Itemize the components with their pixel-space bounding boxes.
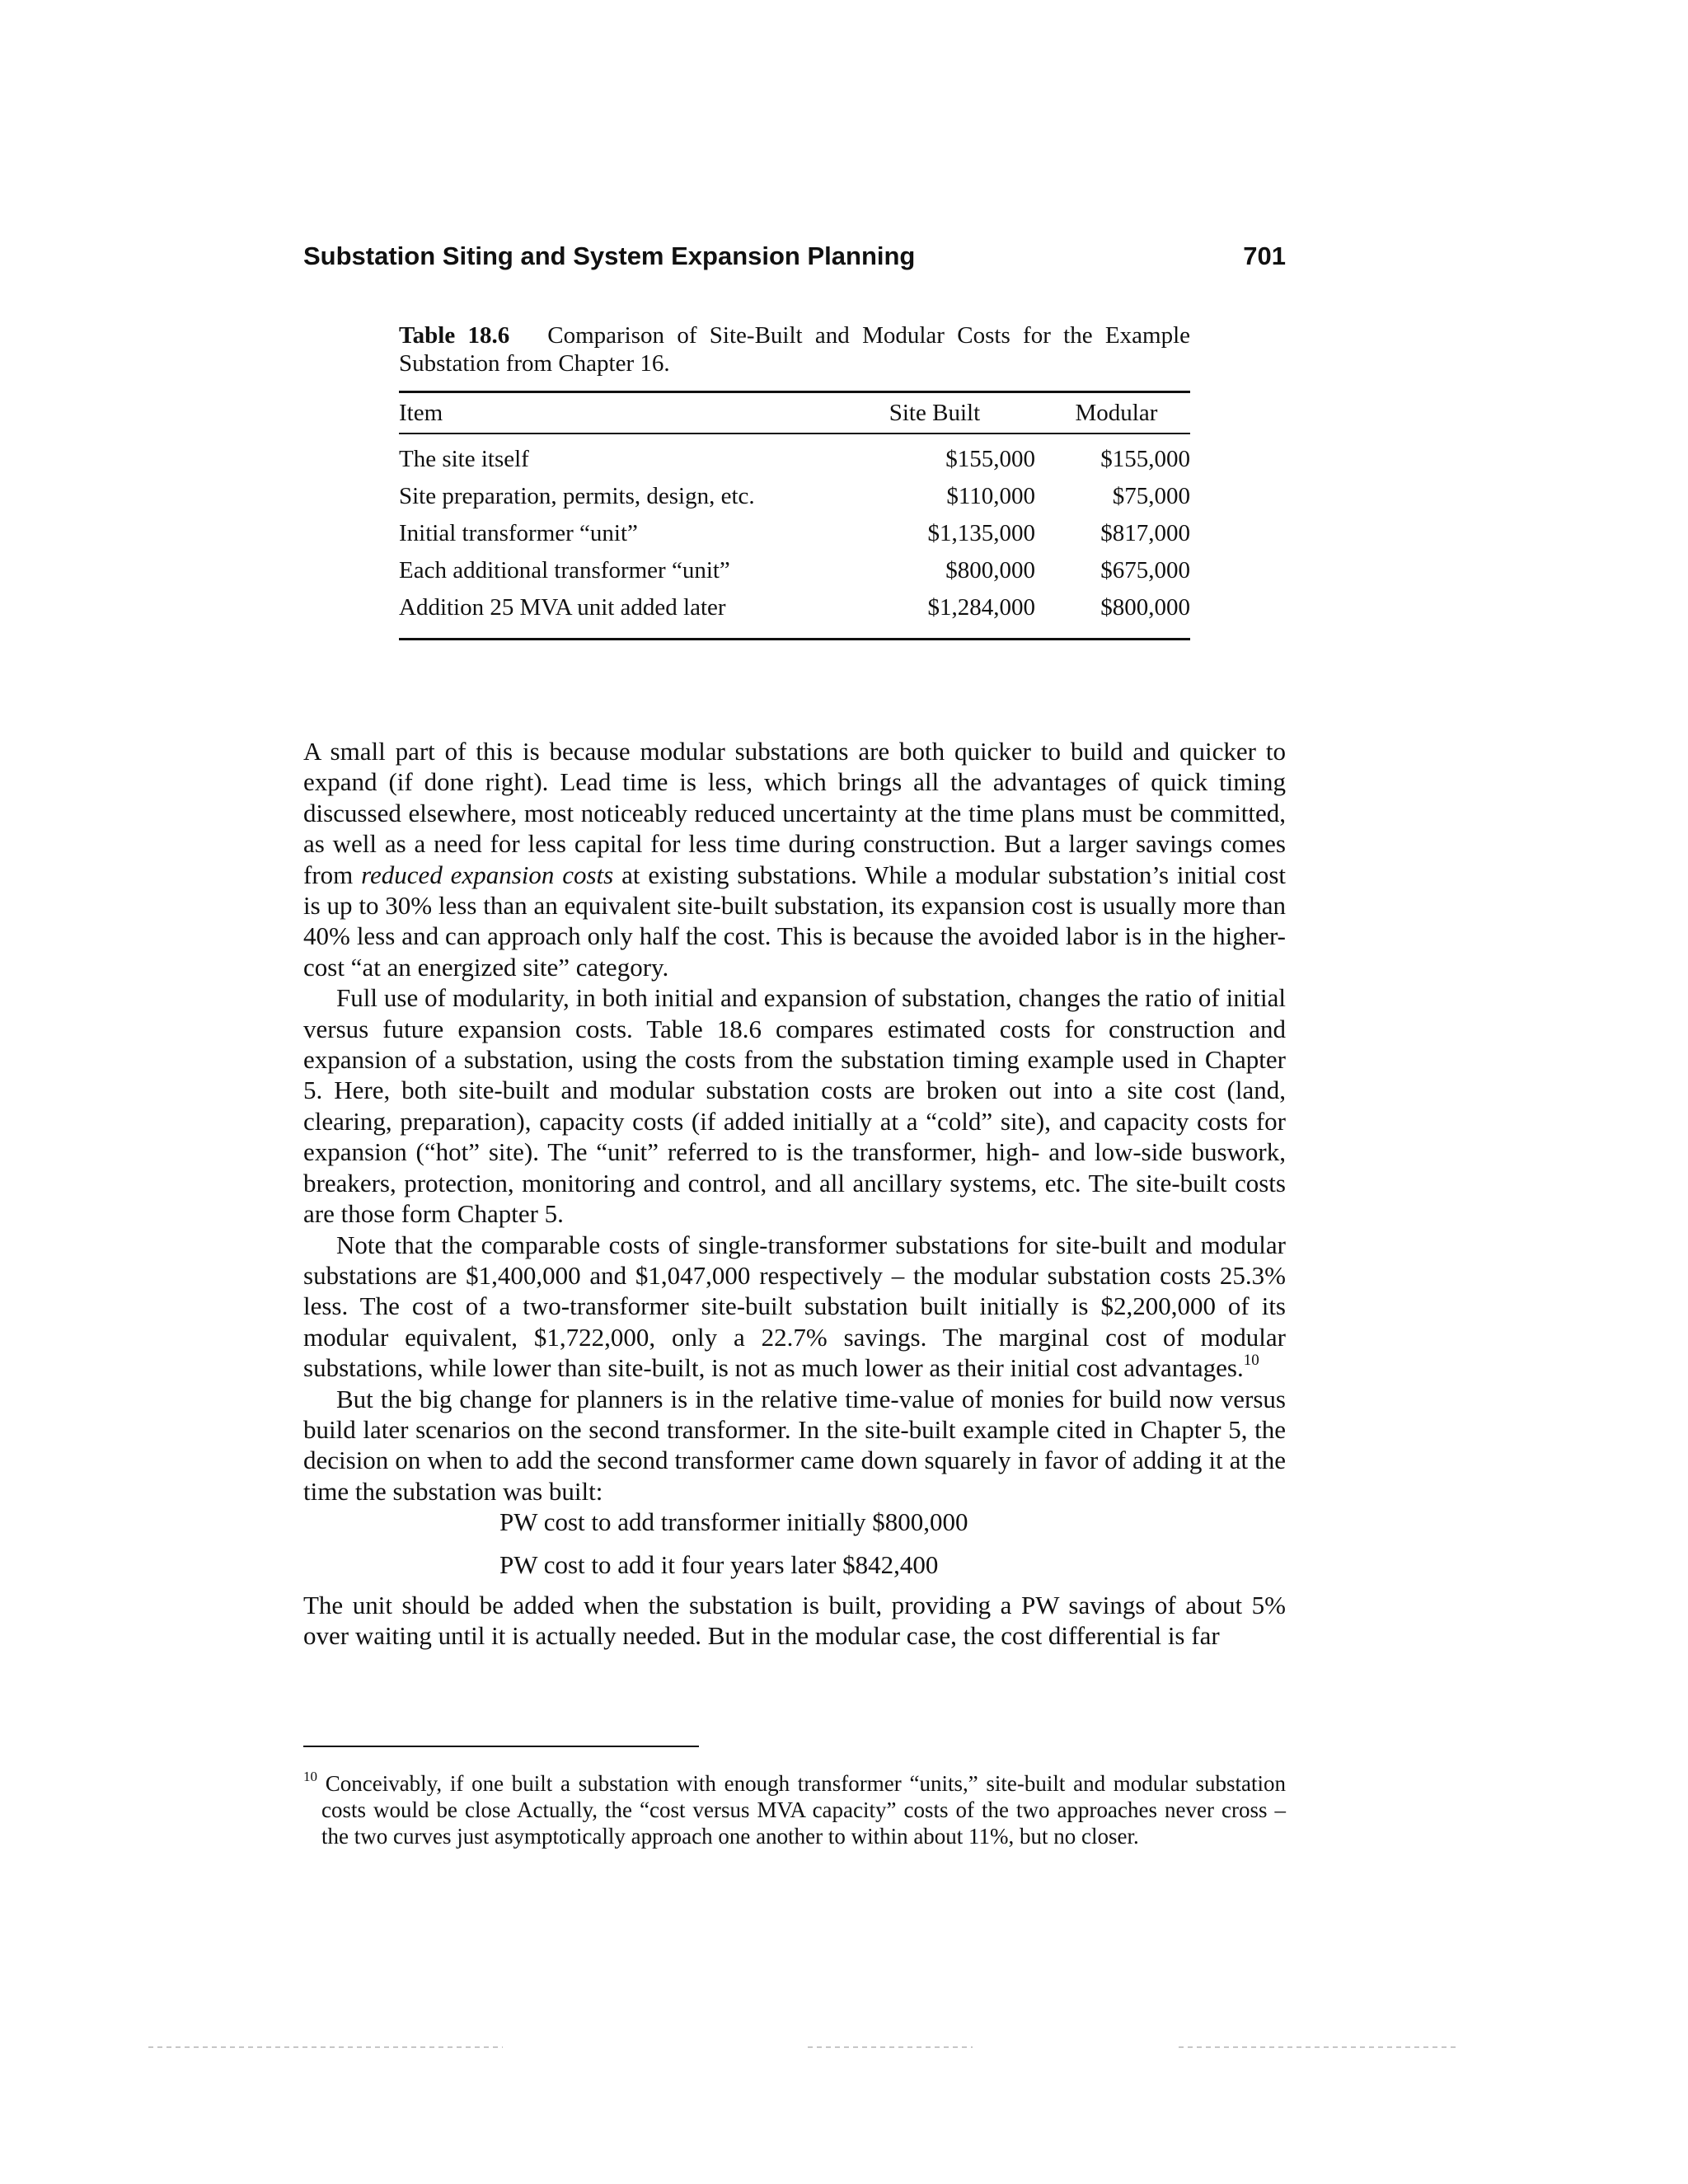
scan-artifact xyxy=(1179,2046,1459,2048)
cost-comparison-table-block xyxy=(399,321,1190,640)
chapter-title: Substation Siting and System Expansion Planning xyxy=(303,241,916,270)
cell-site-built: $1,284,000 xyxy=(927,594,1035,621)
cost-table xyxy=(399,393,1190,433)
cell-modular: $817,000 xyxy=(1100,520,1190,546)
table-row xyxy=(399,478,1190,515)
cell-item: The site itself xyxy=(399,446,529,472)
scan-artifact xyxy=(808,2046,973,2048)
table-caption-label: Table 18.6 xyxy=(399,322,510,349)
cell-item: Addition 25 MVA unit added later xyxy=(399,594,726,621)
paragraph-time-value: But the big change for planners is in the relative time-value of monies for build now versus build later scenarios on the second transformer. In the site-built example cited in Chapter 5, the decision on when to add the second transformer came down squarely in favor of adding it at the time the substation was built: xyxy=(303,1384,1286,1506)
table-caption xyxy=(399,321,1190,377)
paragraph-comparable-costs xyxy=(303,1230,1286,1384)
cell-site-built: $155,000 xyxy=(945,446,1035,472)
cell-modular: $75,000 xyxy=(1112,483,1190,509)
cell-item: Each additional transformer “unit” xyxy=(399,557,730,583)
paragraph-text: A small part of this is because modular substations are both quicker to build and quicker to expand (if done right). Lead time is less, which brings all the advantages of quick timing discussed elsewhere, most noticeably reduced uncertainty at the time plans must be committed, as well as a need for less capital for less time during construction. But a larger savings comes from xyxy=(303,737,1286,889)
table-row xyxy=(399,552,1190,589)
cell-site-built: $800,000 xyxy=(945,557,1035,583)
cell-modular: $155,000 xyxy=(1100,446,1190,472)
cell-site-built: $1,135,000 xyxy=(927,520,1035,546)
column-header-site-built: Site Built xyxy=(889,399,981,426)
footnote-text: Conceivably, if one built a substation with enough transformer “units,” site-built and modular substation costs would be close Actually, the “cost versus MVA capacity” costs of the two approaches never cross – the two curves just asymptotically approach one another to within about 11%, but no closer. xyxy=(317,1771,1286,1849)
equation-add-later: PW cost to add it four years later $842,400 xyxy=(499,1549,939,1579)
equation-add-initially: PW cost to add transformer initially $800,000 xyxy=(499,1507,968,1537)
paragraph-modular-advantages xyxy=(303,736,1286,982)
body-text xyxy=(303,736,1286,1652)
scan-artifact xyxy=(148,2046,503,2048)
table-header-row xyxy=(399,393,1190,433)
paragraph-conclusion: The unit should be added when the substation is built, providing a PW savings of about 5% over waiting until it is actually needed. But in the modular case, the cost differential is far xyxy=(303,1590,1286,1651)
table-caption-text: Comparison of Site-Built and Modular Costs for the Example Substation from Chapter 16. xyxy=(399,322,1190,377)
footnote xyxy=(303,1770,1286,1849)
cost-table-body xyxy=(399,441,1190,626)
cell-item: Site preparation, permits, design, etc. xyxy=(399,483,755,509)
paragraph-modularity-ratio: Full use of modularity, in both initial and expansion of substation, changes the ratio of initial versus future expansion costs. Table 18.6 compares estimated costs for construction and expansion of a substation, using the costs from the substation timing example used in Chapter 5. Here, both site-built and modular substation costs are broken out into a site cost (land, clearing, preparation), capacity costs (if added initially at a “cold” site), and capacity costs for expansion (“hot” site). The “unit” referred to is the transformer, high- and low-side buswork, breakers, protection, monitoring and control, and all ancillary systems, etc. The site-built costs are those form Chapter 5. xyxy=(303,983,1286,1229)
emphasis-reduced-expansion-costs: reduced expansion costs xyxy=(361,860,614,889)
paragraph-text: Note that the comparable costs of single-transformer substations for site-built and modular substations are $1,400,000 and $1,047,000 respectively – the modular substation costs 25.3% less. The cost of a two-transformer site-built substation built initially is $2,200,000 of its modular equivalent, $1,722,000, only a 22.7% savings. The marginal cost of modular substations, while lower than site-built, is not as much lower as their initial cost advantages. xyxy=(303,1230,1286,1383)
footnote-reference[interactable]: 10 xyxy=(1243,1351,1259,1369)
table-bottom-rule xyxy=(399,638,1190,640)
footnote-number: 10 xyxy=(303,1769,317,1784)
table-row xyxy=(399,589,1190,626)
page-number: 701 xyxy=(1243,241,1286,270)
cell-modular: $675,000 xyxy=(1100,557,1190,583)
cell-modular: $800,000 xyxy=(1100,594,1190,621)
cell-item: Initial transformer “unit” xyxy=(399,520,638,546)
table-row xyxy=(399,441,1190,478)
cell-site-built: $110,000 xyxy=(946,483,1035,509)
footnote-separator xyxy=(303,1746,699,1747)
column-header-item: Item xyxy=(399,399,443,426)
paragraph-text: at existing substations. While a modular substation’s initial cost is up to 30% less than an equivalent site-built substation, its expansion cost is usually more than 40% less and can approach only half the cost. This is because the avoided labor is in the higher-cost “at an energized site” category. xyxy=(303,860,1286,982)
table-row xyxy=(399,515,1190,552)
column-header-modular: Modular xyxy=(1075,399,1158,426)
running-head xyxy=(303,237,1286,275)
